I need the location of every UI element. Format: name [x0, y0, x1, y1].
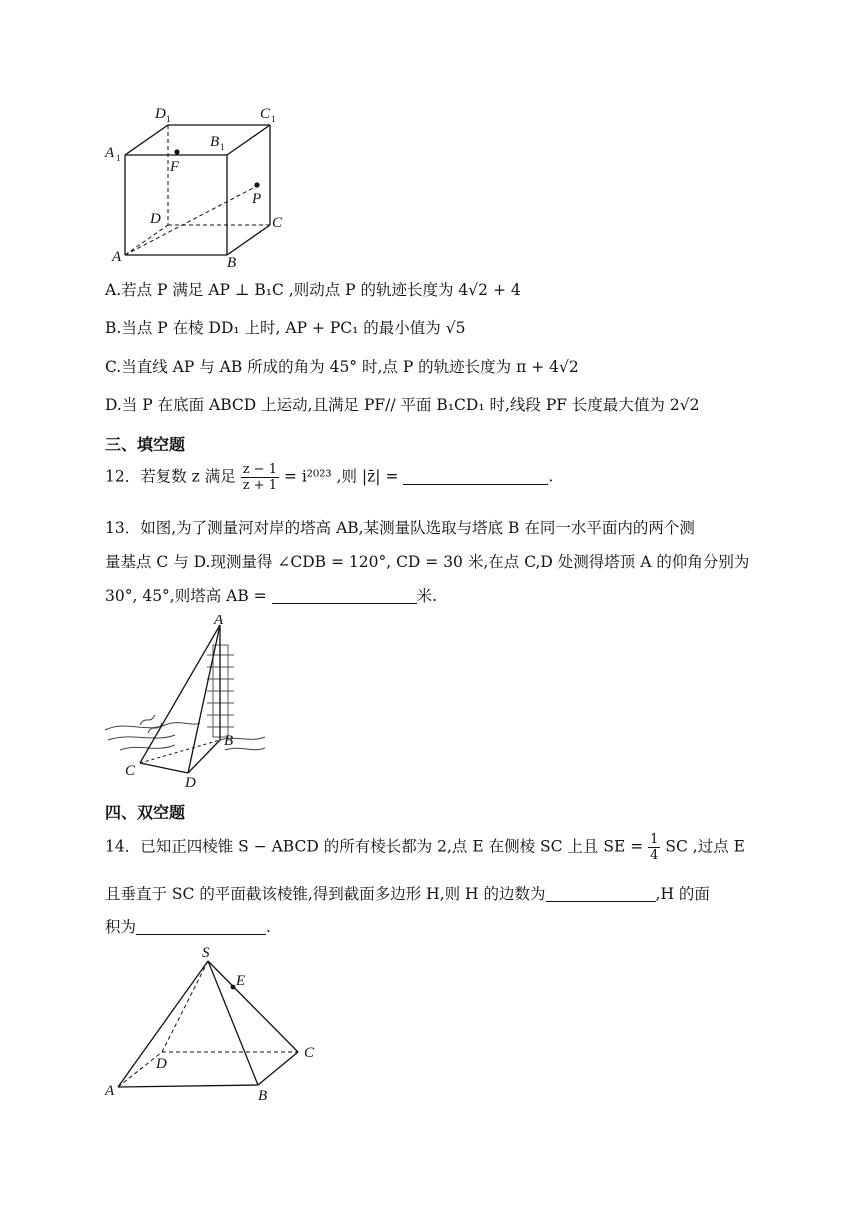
q12-fraction: [241, 462, 279, 493]
answer-blank[interactable]: [403, 468, 548, 485]
label-D: D: [150, 211, 161, 227]
q14-num: 1: [650, 832, 659, 847]
option-B: B.当点 P 在棱 DD₁ 上时, AP + PC₁ 的最小值为 √5: [105, 319, 466, 337]
pyramid-figure: [100, 945, 330, 1105]
label-E: E: [236, 973, 246, 989]
section-heading: 四、双空题: [105, 803, 186, 822]
point-F: [174, 149, 179, 154]
q13-line1: 13．如图,为了测量河对岸的塔高 AB,某测量队选取与塔底 B 在同一水平面内的两个测: [105, 519, 695, 537]
label-B1: B: [210, 134, 220, 150]
point-P: [254, 182, 259, 187]
label-sub: 1: [220, 142, 225, 152]
point-E: [231, 985, 236, 990]
tower-figure: [100, 615, 270, 790]
label-D: D: [185, 775, 196, 790]
q13-line3: [105, 584, 437, 606]
label-A: A: [112, 249, 122, 265]
q12-den: z + 1: [242, 478, 277, 493]
label-D1: D: [155, 106, 166, 122]
q13-line3a: 30°, 45°,则塔高 AB =: [105, 587, 267, 605]
q13-line2: 量基点 C 与 D.现测量得 ∠CDB = 120°, CD = 30 米,在点 C,D 处测得塔顶 A 的仰角分别为: [105, 553, 750, 571]
label-B: B: [227, 255, 237, 270]
label-B: B: [258, 1088, 268, 1104]
answer-blank[interactable]: [136, 918, 266, 935]
section-heading: 三、填空题: [105, 435, 186, 454]
q14-line3: [105, 915, 271, 937]
answer-blank[interactable]: [546, 885, 656, 902]
option-D: D.当 P 在底面 ABCD 上运动,且满足 PF// 平面 B₁CD₁ 时,线段 PF 长度最大值为 2√2: [105, 396, 700, 414]
label-sub: 1: [166, 114, 171, 124]
q14-line2a: 且垂直于 SC 的平面截该棱锥,得到截面多边形 H,则 H 的边数为: [105, 885, 546, 903]
label-C: C: [125, 763, 136, 779]
q12-mid: = i²⁰²³ ,则 |z̄| =: [283, 467, 399, 486]
label-P: P: [252, 191, 262, 207]
q14-line3b: .: [266, 918, 271, 936]
q14-fraction: [648, 832, 660, 863]
label-C: C: [272, 215, 283, 231]
q14-line3a: 积为: [105, 918, 137, 936]
q14-den: 4: [650, 848, 659, 863]
option-A: A.若点 P 满足 AP ⊥ B₁C ,则动点 P 的轨迹长度为 4√2 + 4: [105, 281, 521, 299]
label-sub: 1: [271, 114, 276, 124]
q14-line1b: SC ,过点 E: [665, 837, 745, 856]
label-C: C: [304, 1045, 315, 1061]
label-A: A: [105, 1083, 115, 1099]
q12-prefix: 12．若复数 z 满足: [105, 467, 236, 486]
cube-figure: [100, 95, 300, 270]
q12-end: .: [548, 467, 554, 486]
question-12: [105, 462, 553, 493]
label-B: B: [224, 733, 234, 749]
label-A1: A: [105, 145, 115, 161]
answer-blank[interactable]: [272, 587, 417, 604]
label-sub: 1: [116, 153, 121, 163]
label-A: A: [214, 615, 224, 628]
q14-line2b: ,H 的面: [655, 885, 710, 903]
option-C: C.当直线 AP 与 AB 所成的角为 45° 时,点 P 的轨迹长度为 π + 4√2: [105, 358, 579, 376]
q12-num: z − 1: [242, 462, 277, 477]
q13-line3b: 米.: [416, 587, 438, 605]
q14-line1a: 14．已知正四棱锥 S − ABCD 的所有棱长都为 2,点 E 在侧棱 SC 上且 SE =: [105, 837, 644, 856]
label-S: S: [202, 945, 210, 961]
label-C1: C: [260, 106, 271, 122]
label-D: D: [156, 1056, 167, 1072]
q14-line2: [105, 882, 710, 904]
q14-line1: [105, 832, 745, 863]
label-F: F: [170, 159, 180, 175]
